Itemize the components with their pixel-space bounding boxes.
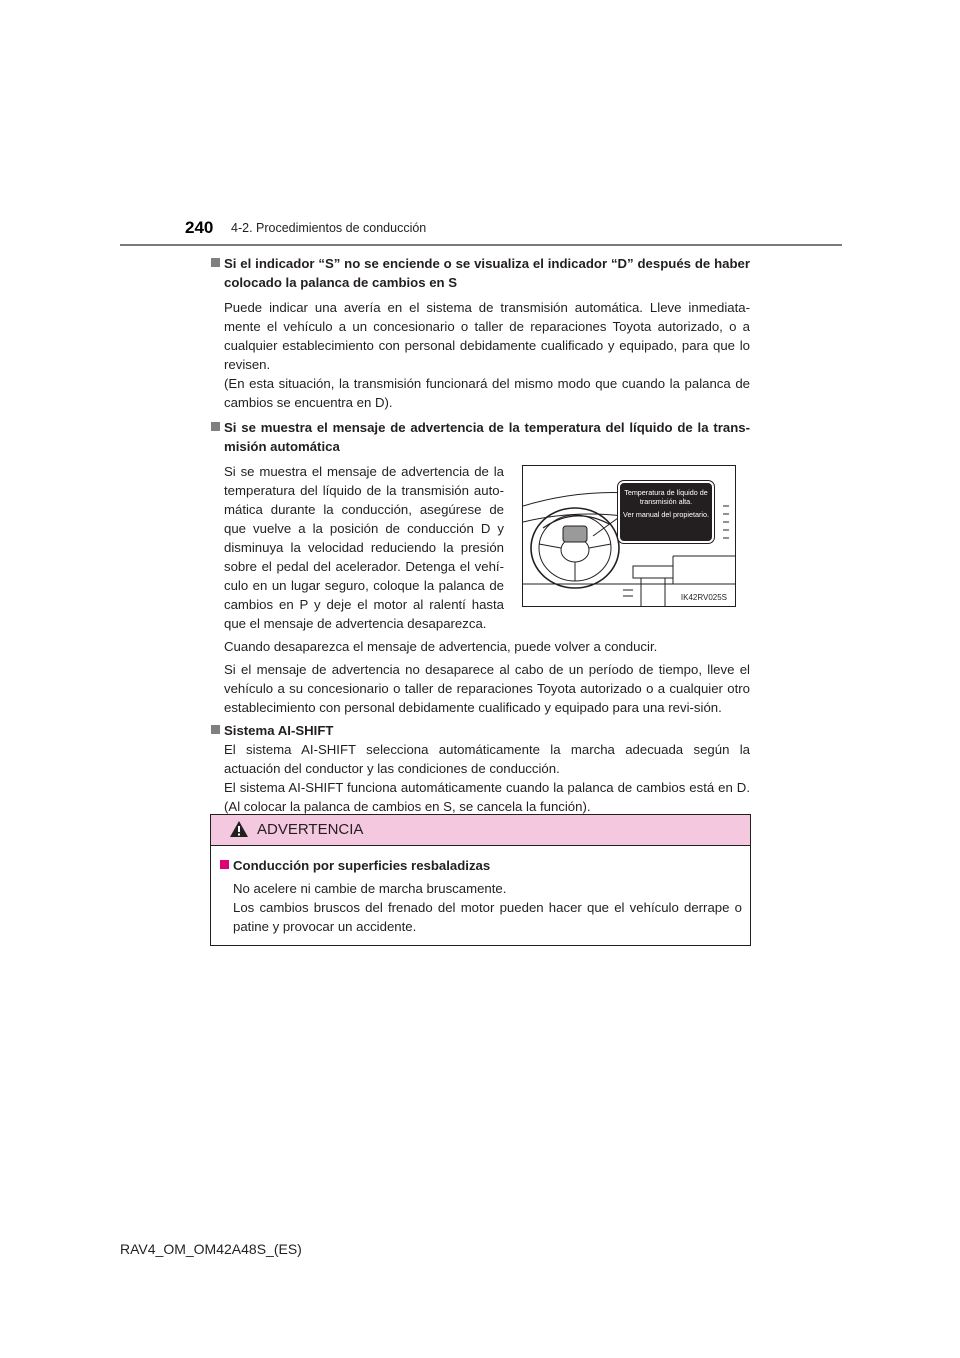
warning-message-display [618,481,714,543]
square-bullet-icon [220,860,229,869]
warning-box [210,814,751,946]
paragraph: Si el mensaje de advertencia no desaparece al cabo de un período de tiempo, lleve el vehículo a su concesionario o taller de reparaciones Toyota autorizado o a cualquier otro establecimiento con personal debidamente cualificado y equipado para una revi-sión. [224,662,750,715]
heading-text: Sistema AI-SHIFT [224,723,334,738]
display-message-manual: Ver manual del propietario. [623,510,709,519]
heading-text: Si el indicador “S” no se enciende o se visualiza el indicador “D” después de haber colocado la palanca de cambios en S [224,256,750,290]
square-bullet-icon [211,725,220,734]
warning-body [211,846,750,936]
paragraph: Cuando desaparezca el mensaje de advertencia, puede volver a conducir. [224,639,658,654]
square-bullet-icon [211,258,220,267]
text-with-figure [224,462,750,633]
warning-heading [219,856,742,875]
paragraph: (En esta situación, la transmisión funcionará del mismo modo que cuando la palanca de cambios se encuentra en D). [224,376,750,410]
figure-code: IK42RV025S [680,593,727,602]
section-heading [210,418,750,456]
section-heading [210,721,750,740]
header-divider [120,244,842,246]
paragraph: El sistema AI-SHIFT selecciona automáticamente la marcha adecuada según la actuación del conductor y las condiciones de conducción. [224,742,750,776]
warning-header [211,815,750,846]
page-number: 240 [185,218,214,237]
paragraph: Los cambios bruscos del frenado del motor pueden hacer que el vehículo derrape o patine y provocar un accidente. [233,900,742,934]
display-message-temperature: Temperatura de líquido de transmisión alta. [624,488,708,506]
warning-title: ADVERTENCIA [257,821,364,838]
warning-triangle-icon [229,820,249,838]
section-heading [210,254,750,292]
paragraph: No acelere ni cambie de marcha bruscamente. [233,881,507,896]
paragraph: El sistema AI-SHIFT funciona automáticamente cuando la palanca de cambios está en D. (Al colocar la palanca de cambios en S, se cancela la función). [224,780,750,814]
heading-text: Conducción por superficies resbaladizas [233,858,491,873]
square-bullet-icon [211,422,220,431]
heading-text: Si se muestra el mensaje de advertencia de la temperatura del líquido de la trans-misión automática [224,420,750,454]
document-code: RAV4_OM_OM42A48S_(ES) [120,1241,302,1257]
section-title: 4-2. Procedimientos de conducción [231,221,427,235]
dashboard-illustration [522,465,736,607]
main-content [210,254,750,816]
paragraph: Puede indicar una avería en el sistema de transmisión automática. Lleve inmediata-mente el vehículo a un concesionario o taller de reparaciones Toyota autorizado, o a cualquier establecimiento con personal debidamente cualificado y equipado, para que lo revisen. [224,300,750,372]
paragraph: Si se muestra el mensaje de advertencia de la temperatura del líquido de la transmisión auto-mática durante la conducción, asegúrese de que vuelve a la posición de conducción D y disminuya la velocidad reduciendo la presión sobre el pedal del acelerador. Detenga el vehí-culo en un lugar seguro, coloque la palanca de cambios en P y deje el motor al ralentí hasta que el mensaje de advertencia desaparezca. [224,464,504,631]
